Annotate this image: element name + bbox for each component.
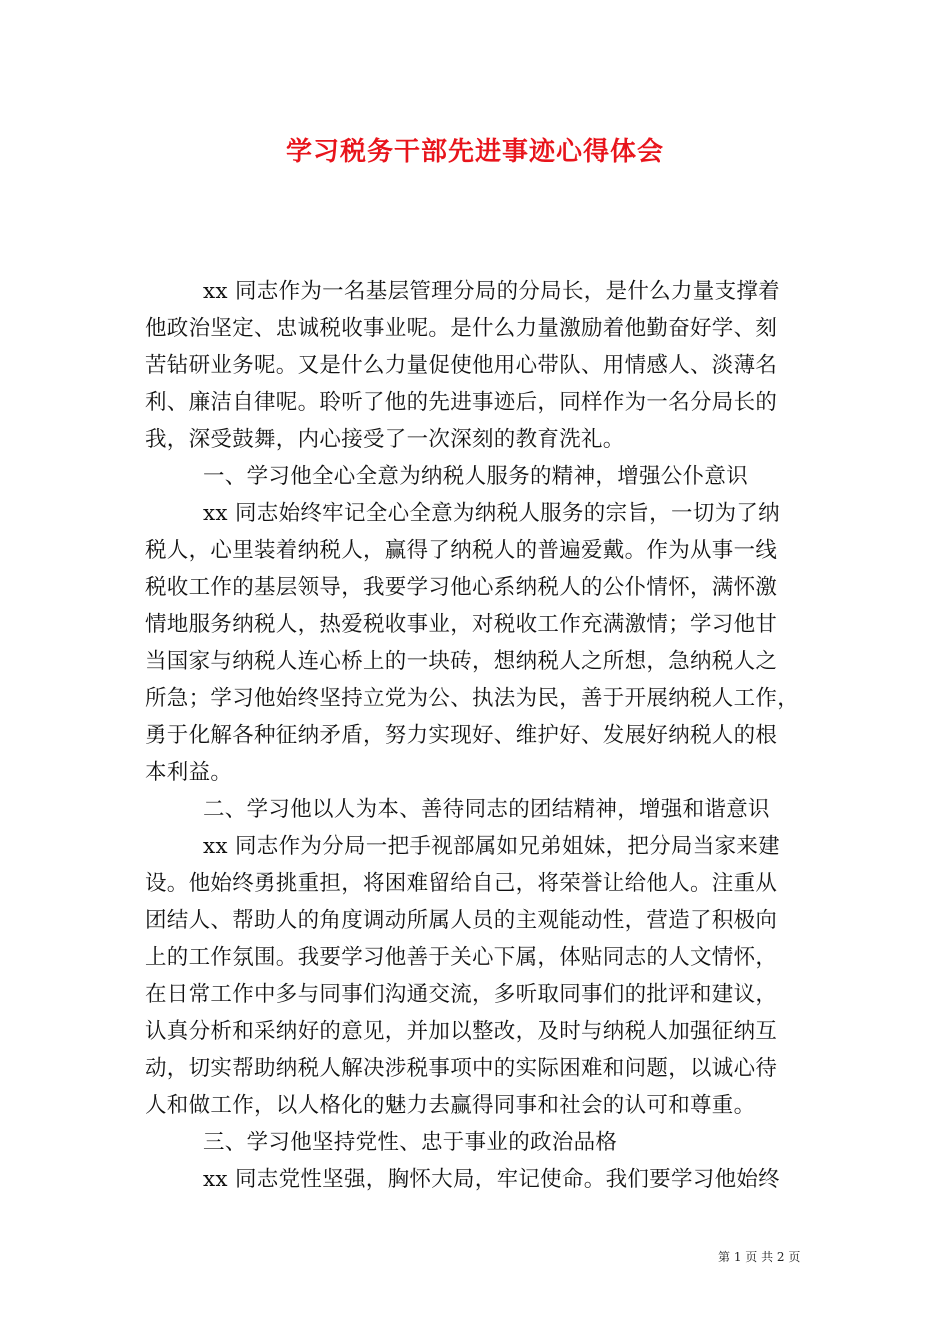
text-line: 利、廉洁自律呢。聆听了他的先进事迹后，同样作为一名分局长的 [145, 390, 778, 415]
text-line: 一、学习他全心全意为纳税人服务的精神，增强公仆意识 [203, 464, 749, 489]
text-line: 团结人、帮助人的角度调动所属人员的主观能动性，营造了积极向 [145, 908, 778, 933]
paragraph [145, 273, 825, 458]
text-line: 勇于化解各种征纳矛盾，努力实现好、维护好、发展好纳税人的根 [145, 723, 778, 748]
paragraph [145, 1161, 825, 1198]
text-line: 二、学习他以人为本、善待同志的团结精神，增强和谐意识 [203, 797, 770, 822]
text-line: xx 同志作为一名基层管理分局的分局长，是什么力量支撑着 [203, 279, 780, 304]
document-body [145, 273, 825, 1198]
text-line: xx 同志始终牢记全心全意为纳税人服务的宗旨，一切为了纳 [203, 501, 780, 526]
text-line: 上的工作氛围。我要学习他善于关心下属，体贴同志的人文情怀， [145, 945, 778, 970]
text-line: 认真分析和采纳好的意见，并加以整改，及时与纳税人加强征纳互 [145, 1019, 778, 1044]
text-line: 当国家与纳税人连心桥上的一块砖，想纳税人之所想，急纳税人之 [145, 649, 778, 674]
text-line: 人和做工作，以人格化的魅力去赢得同事和社会的认可和尊重。 [145, 1093, 756, 1118]
paragraph [145, 1124, 825, 1161]
text-line: 三、学习他坚持党性、忠于事业的政治品格 [203, 1130, 618, 1155]
paragraph [145, 791, 825, 828]
text-line: xx 同志作为分局一把手视部属如兄弟姐妹，把分局当家来建 [203, 834, 780, 859]
paragraph [145, 458, 825, 495]
paragraph [145, 828, 825, 1124]
text-line: 情地服务纳税人，热爱税收事业，对税收工作充满激情；学习他甘 [145, 612, 778, 637]
text-line: 税收工作的基层领导，我要学习他心系纳税人的公仆情怀，满怀激 [145, 575, 778, 600]
text-line: 本利益。 [145, 760, 233, 785]
document-title: 学习税务干部先进事迹心得体会 [285, 137, 664, 167]
text-line: 他政治坚定、忠诚税收事业呢。是什么力量激励着他勤奋好学、刻 [145, 316, 778, 341]
text-line: 设。他始终勇挑重担，将困难留给自己，将荣誉让给他人。注重从 [145, 871, 778, 896]
text-line: 税人，心里装着纳税人，赢得了纳税人的普遍爱戴。作为从事一线 [145, 538, 778, 563]
text-line: 苦钻研业务呢。又是什么力量促使他用心带队、用情感人、淡薄名 [145, 353, 778, 378]
page-number-footer: 第 1 页 共 2 页 [718, 1250, 801, 1264]
text-line: 所急；学习他始终坚持立党为公、执法为民，善于开展纳税人工作， [145, 686, 800, 711]
paragraph [145, 495, 825, 791]
text-line: xx 同志党性坚强，胸怀大局，牢记使命。我们要学习他始终 [203, 1167, 780, 1192]
text-line: 在日常工作中多与同事们沟通交流，多听取同事们的批评和建议， [145, 982, 778, 1007]
text-line: 动，切实帮助纳税人解决涉税事项中的实际困难和问题，以诚心待 [145, 1056, 778, 1081]
text-line: 我，深受鼓舞，内心接受了一次深刻的教育洗礼。 [145, 427, 625, 452]
